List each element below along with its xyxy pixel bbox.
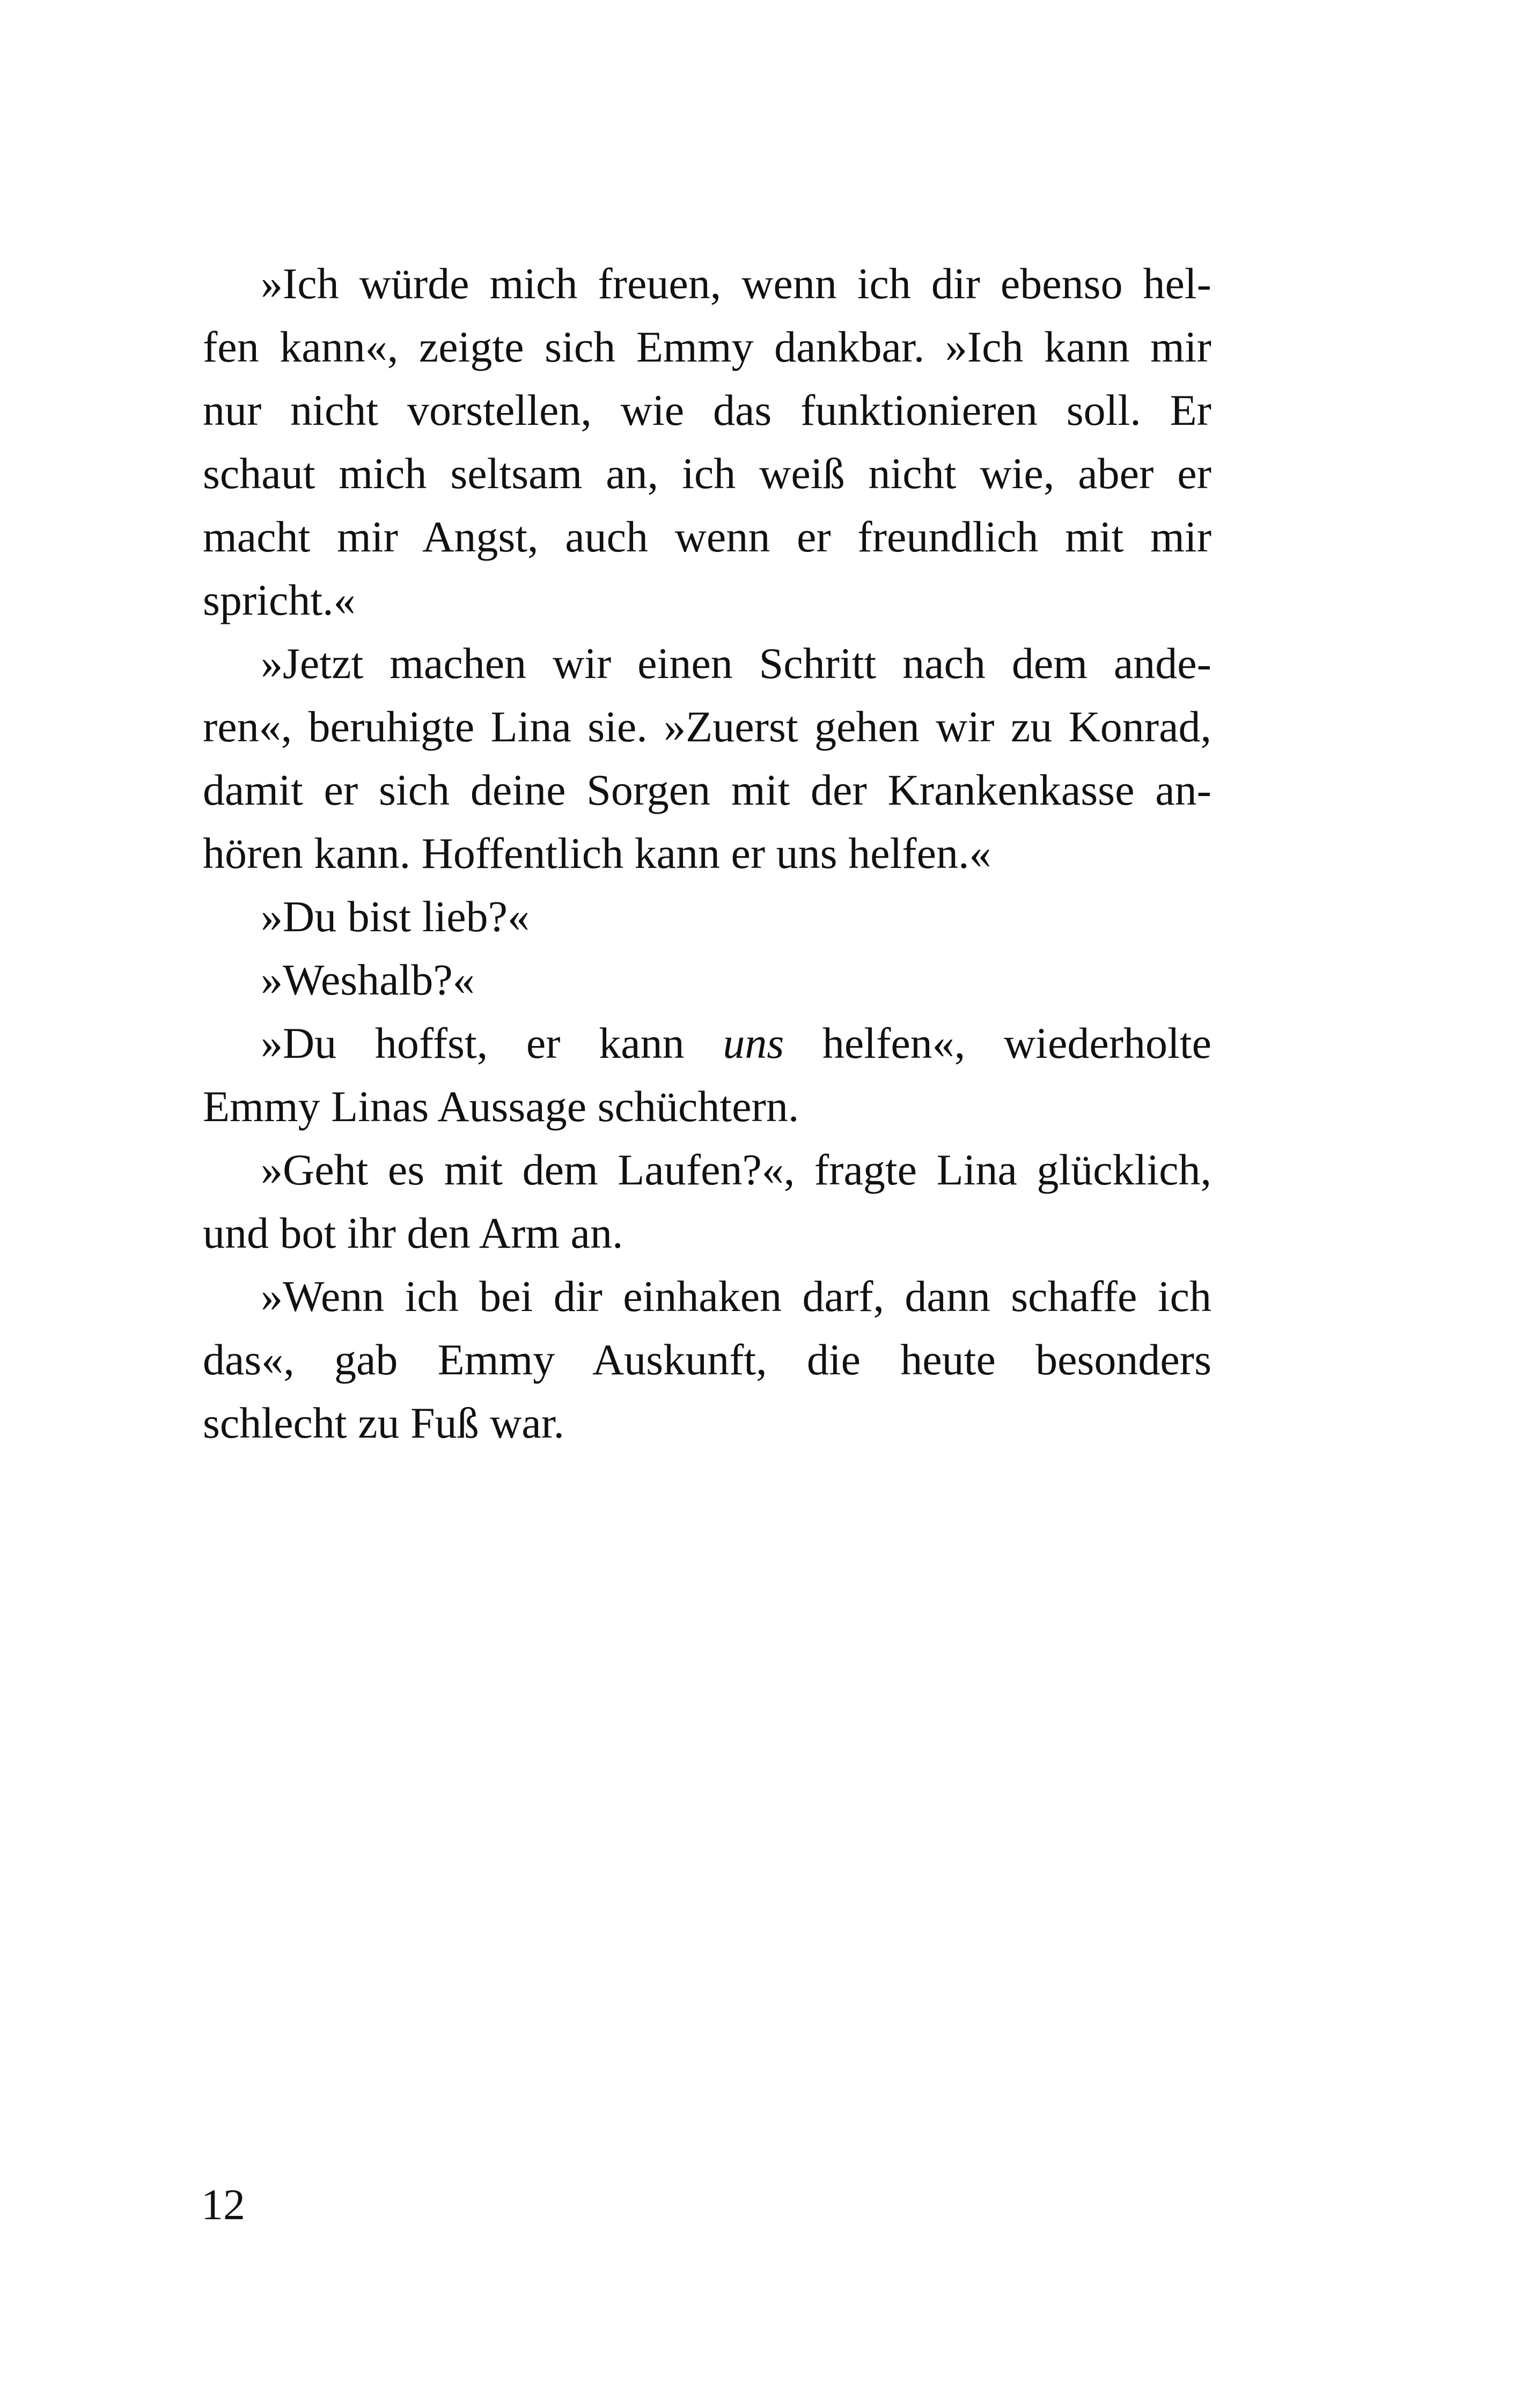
text-line: »Jetzt machen wir einen Schritt nach dem ande- <box>261 639 1211 688</box>
emphasized-word: uns <box>723 1019 784 1067</box>
text-line: »Ich würde mich freuen, wenn ich dir ebenso hel- <box>261 259 1211 308</box>
text-line: fen kann«, zeigte sich Emmy dankbar. »Ich kann mir <box>203 322 1211 371</box>
text-line: »Du bist lieb?« <box>261 892 530 941</box>
text-line: schlecht zu Fuß war. <box>203 1398 565 1447</box>
text-line: ren«, beruhigte Lina sie. »Zuerst gehen wir zu Konrad, <box>203 702 1211 751</box>
text-line: damit er sich deine Sorgen mit der Krankenkasse an- <box>203 765 1211 814</box>
text-line: macht mir Angst, auch wenn er freundlich mit mir <box>203 512 1211 561</box>
text-line: nur nicht vorstellen, wie das funktionieren soll. Er <box>203 386 1211 435</box>
text-run: »Du hoffst, er kann <box>261 1019 723 1067</box>
text-line: Emmy Linas Aussage schüchtern. <box>203 1082 799 1131</box>
text-line <box>203 1012 1211 1075</box>
body-text <box>203 252 1211 1455</box>
text-line: »Wenn ich bei dir einhaken darf, dann schaffe ich <box>261 1272 1211 1321</box>
text-line: hören kann. Hoffentlich kann er uns helfen.« <box>203 829 991 878</box>
text-line: das«, gab Emmy Auskunft, die heute besonders <box>203 1335 1211 1384</box>
text-line: »Geht es mit dem Laufen?«, fragte Lina glücklich, <box>261 1145 1211 1194</box>
text-line: »Weshalb?« <box>261 955 475 1004</box>
text-line: spricht.« <box>203 576 356 624</box>
text-line: und bot ihr den Arm an. <box>203 1209 623 1257</box>
text-line: schaut mich seltsam an, ich weiß nicht wie, aber er <box>203 449 1211 498</box>
page-number: 12 <box>201 2180 245 2229</box>
text-run: helfen«, wiederholte <box>784 1019 1212 1067</box>
